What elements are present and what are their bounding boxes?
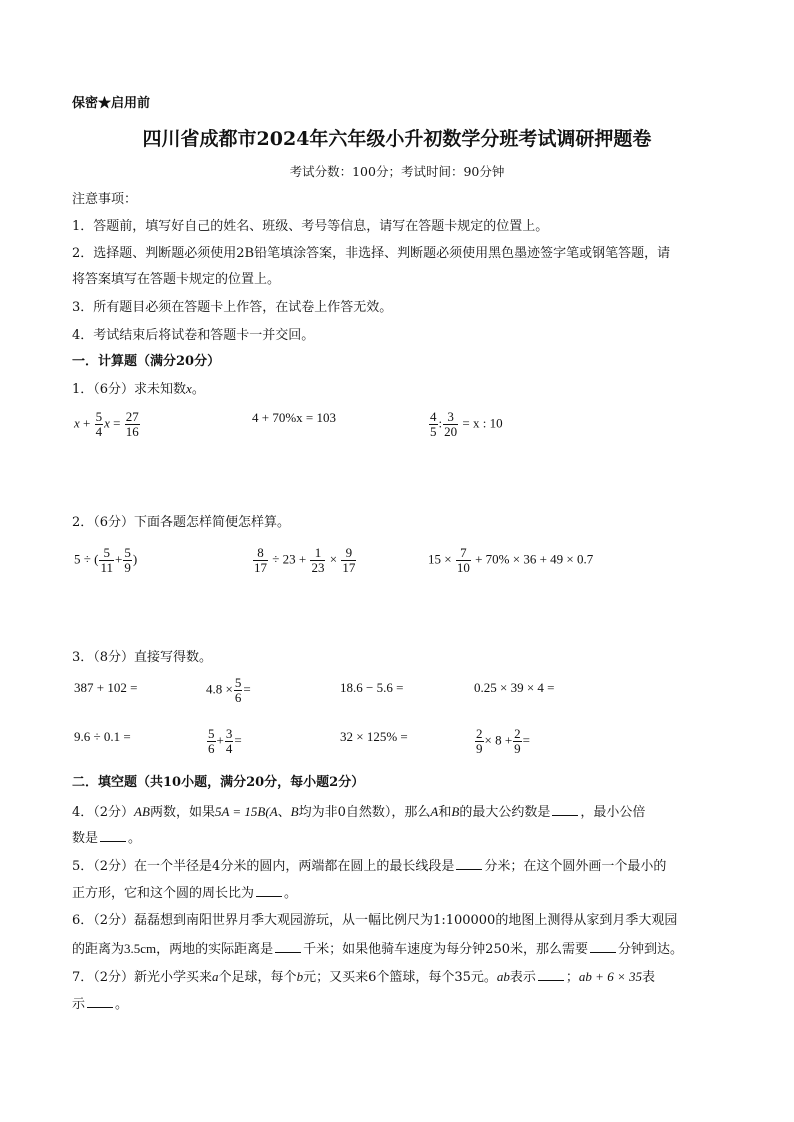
q4-text: 两数，如果 bbox=[149, 805, 215, 820]
q5-text: 5．（2分）在一个半径是4分米的圆内，两端都在圆上的最长线段是 bbox=[72, 859, 455, 874]
q3-item bbox=[474, 727, 530, 756]
q4-text: ，最小公倍 bbox=[580, 805, 646, 820]
q3-r2c2-post: = bbox=[234, 732, 242, 748]
page-title: 四川省成都市2024年六年级小升初数学分班考试调研押题卷 bbox=[142, 128, 652, 150]
q3-item: 32 × 125% = bbox=[340, 729, 408, 744]
denominator: 23 bbox=[311, 560, 325, 575]
answer-blank[interactable] bbox=[256, 884, 282, 897]
q7-ab: ab bbox=[496, 969, 510, 984]
q5-line-1 bbox=[72, 857, 666, 877]
q6-line-2 bbox=[72, 939, 683, 960]
q3-r1c2-post: = bbox=[243, 681, 251, 697]
numerator: 2 bbox=[476, 726, 483, 741]
section1-heading: 一．计算题（满分20分） bbox=[72, 354, 221, 369]
denominator: 4 bbox=[225, 741, 233, 756]
numerator: 3 bbox=[225, 726, 233, 741]
denominator: 6 bbox=[234, 690, 242, 705]
notes-heading: 注意事项： bbox=[72, 192, 138, 207]
q7-line-2 bbox=[72, 995, 128, 1015]
q2e2-fraction-b bbox=[310, 546, 325, 575]
q5-text: 分米；在这个圆外画一个最小的 bbox=[484, 859, 667, 874]
q1e1-result bbox=[125, 410, 140, 439]
q3-r2c4-mid: × 8 + bbox=[484, 732, 513, 748]
q6-line-1: 6．（2分）磊磊想到南阳世界月季大观园游玩，从一幅比例尺为1:100000的地图上测得从家到月季大观园 bbox=[72, 913, 678, 928]
q7-text: 个足球，每个 bbox=[218, 970, 297, 985]
q2e1-fraction-a bbox=[99, 546, 114, 575]
q7-text: 7．（2分）新光小学买来 bbox=[72, 970, 213, 985]
q2e3-fraction bbox=[456, 546, 471, 575]
q4-formula: 5A = 15B(A bbox=[214, 804, 278, 819]
q1-equation-1 bbox=[74, 410, 141, 439]
q2e2-times: × bbox=[329, 551, 338, 567]
q3-r2c4-fraction-b bbox=[513, 727, 522, 756]
answer-blank[interactable] bbox=[538, 968, 564, 981]
q3-item bbox=[206, 727, 242, 756]
numerator: 5 bbox=[234, 675, 242, 690]
note-item: 2．选择题、判断题必须使用2B铅笔填涂答案，非选择、判断题必须使用黑色墨迹签字笔或钢笔答题，请 bbox=[72, 246, 671, 261]
answer-blank[interactable] bbox=[87, 995, 113, 1008]
q2-expression-3 bbox=[428, 546, 593, 575]
note-item: 将答案填写在答题卡规定的位置上。 bbox=[72, 272, 281, 287]
q1e3-fraction-b bbox=[443, 410, 458, 439]
q1-end: 。 bbox=[191, 382, 205, 397]
q3-item: 0.25 × 39 × 4 = bbox=[474, 680, 555, 695]
q1e3-fraction-a bbox=[429, 410, 438, 439]
numerator: 5 bbox=[124, 545, 131, 560]
denominator: 17 bbox=[254, 560, 267, 575]
q3-r2c2-fraction-b bbox=[225, 727, 234, 756]
q2e2-mid: ÷ 23 + bbox=[272, 551, 307, 567]
exam-info: 考试分数：100分；考试时间：90分钟 bbox=[289, 164, 505, 179]
numerator: 27 bbox=[125, 409, 139, 424]
answer-blank[interactable] bbox=[100, 829, 126, 842]
q4-b: B bbox=[290, 804, 299, 819]
numerator: 2 bbox=[514, 726, 521, 741]
q2e1-fraction-b bbox=[123, 546, 132, 575]
denominator: 4 bbox=[95, 424, 103, 439]
denominator: 9 bbox=[124, 560, 131, 575]
q3-r2c2-plus: + bbox=[216, 732, 224, 748]
q3-r2c4-post: = bbox=[522, 732, 531, 748]
denominator: 20 bbox=[444, 424, 458, 439]
denominator: 9 bbox=[514, 741, 521, 756]
q4-text: 均为非0自然数），那么 bbox=[298, 805, 431, 820]
q4-num: 4．（2分） bbox=[72, 805, 135, 820]
numerator: 5 bbox=[95, 409, 103, 424]
note-item: 1．答题前，填写好自己的姓名、班级、考号等信息，请写在答题卡规定的位置上。 bbox=[72, 219, 549, 234]
q4-a: A bbox=[430, 804, 439, 819]
q6-text: 分钟到达。 bbox=[618, 942, 684, 957]
q3-item: 387 + 102 = bbox=[74, 680, 138, 695]
numerator: 1 bbox=[310, 546, 325, 561]
q1e1-fraction bbox=[95, 410, 104, 439]
denominator: 5 bbox=[430, 424, 437, 439]
q7-line-1 bbox=[72, 967, 655, 988]
numerator: 3 bbox=[443, 410, 458, 425]
q6-distance-value: 3.5cm bbox=[124, 941, 157, 956]
q3-item: 9.6 ÷ 0.1 = bbox=[74, 729, 131, 744]
q4-ab: AB bbox=[134, 804, 150, 819]
q4-text: 数是 bbox=[72, 831, 99, 846]
q7-text: 表 bbox=[641, 970, 655, 985]
section2-heading: 二．填空题（共10小题，满分20分，每小题2分） bbox=[72, 775, 365, 790]
q5-text: 正方形，它和这个圆的周长比为 bbox=[72, 886, 255, 901]
q3-prompt: 3．（8分）直接写得数。 bbox=[72, 650, 213, 665]
q2e2-fraction-c bbox=[341, 546, 356, 575]
q1e1-eq: = bbox=[113, 415, 121, 431]
answer-blank[interactable] bbox=[590, 940, 616, 953]
q1e1-plus: + bbox=[83, 415, 91, 431]
q6-text: 的距离为 bbox=[72, 942, 125, 957]
q2e3-post: + 70% × 36 + 49 × 0.7 bbox=[475, 551, 594, 567]
q4-b: B bbox=[451, 804, 460, 819]
q1-equation-2: 4 + 70%x = 103 bbox=[252, 410, 336, 425]
q7-expression: ab + 6 × 35 bbox=[578, 969, 642, 984]
q7-text: 元；又买来6个篮球，每个35元。 bbox=[303, 970, 497, 985]
q6-text: ，两地的实际距离是 bbox=[156, 942, 274, 957]
q4-text: 、 bbox=[277, 805, 291, 820]
q3-r2c2-fraction-a bbox=[207, 727, 216, 756]
q2-expression-2 bbox=[252, 546, 357, 575]
q5-text: 。 bbox=[284, 886, 298, 901]
q2e3-pre: 15 × bbox=[428, 551, 452, 567]
denominator: 10 bbox=[456, 560, 470, 575]
q4-line-2 bbox=[72, 829, 141, 849]
denominator: 17 bbox=[342, 560, 356, 575]
q2e1-plus: + bbox=[115, 551, 123, 567]
q7-a: a bbox=[212, 969, 219, 984]
numerator: 9 bbox=[341, 546, 356, 561]
q3-r1c2-pre: 4.8 × bbox=[206, 681, 233, 697]
numerator: 7 bbox=[456, 546, 471, 561]
q1e3-colon: : bbox=[438, 415, 443, 431]
confidential-label: 保密★启用前 bbox=[72, 96, 151, 111]
q1e1-x2: x bbox=[104, 415, 110, 431]
note-item: 4．考试结束后将试卷和答题卡一并交回。 bbox=[72, 328, 315, 343]
q1e1-x: x bbox=[74, 415, 80, 431]
q3-r2c4-fraction-a bbox=[475, 727, 484, 756]
q2-prompt: 2．（6分）下面各题怎样简便怎样算。 bbox=[72, 515, 291, 530]
q2e2-fraction-a bbox=[253, 546, 268, 575]
q5-line-2 bbox=[72, 884, 297, 904]
denominator: 6 bbox=[208, 741, 215, 756]
numerator: 5 bbox=[99, 546, 114, 561]
note-item: 3．所有题目必须在答题卡上作答，在试卷上作答无效。 bbox=[72, 300, 393, 315]
q4-line-1 bbox=[72, 802, 645, 823]
q4-text: 。 bbox=[128, 831, 142, 846]
q2e1-post: ) bbox=[132, 551, 138, 567]
denominator: 11 bbox=[100, 560, 113, 575]
answer-blank[interactable] bbox=[275, 940, 301, 953]
q7-text: 示 bbox=[72, 997, 86, 1012]
numerator: 4 bbox=[430, 409, 437, 424]
answer-blank[interactable] bbox=[456, 857, 482, 870]
q7-text: ； bbox=[565, 970, 579, 985]
q3-item: 18.6 − 5.6 = bbox=[340, 680, 404, 695]
denominator: 9 bbox=[476, 741, 483, 756]
q2e1-pre: 5 ÷ ( bbox=[74, 551, 99, 567]
q3-item bbox=[206, 676, 251, 705]
q1e3-rest: = x : 10 bbox=[462, 415, 503, 431]
q1-var: x bbox=[186, 381, 192, 396]
answer-blank[interactable] bbox=[552, 803, 578, 816]
q7-text: 。 bbox=[115, 997, 129, 1012]
numerator: 5 bbox=[208, 726, 215, 741]
q1-prompt bbox=[72, 379, 205, 400]
q6-text: 千米；如果他骑车速度为每分钟250米，那么需要 bbox=[303, 942, 588, 957]
q4-text: 的最大公约数是 bbox=[459, 805, 551, 820]
q1-equation-3 bbox=[428, 410, 503, 439]
q3-r1c2-fraction bbox=[234, 676, 243, 705]
q1-prompt-text: 1．（6分）求未知数 bbox=[72, 382, 187, 397]
q7-text: 表示 bbox=[509, 970, 536, 985]
q6-distance bbox=[124, 941, 156, 956]
numerator: 8 bbox=[253, 546, 268, 561]
q4-text: 和 bbox=[438, 805, 452, 820]
denominator: 16 bbox=[125, 424, 139, 439]
q7-b: b bbox=[296, 969, 304, 984]
q2-expression-1 bbox=[74, 546, 137, 575]
